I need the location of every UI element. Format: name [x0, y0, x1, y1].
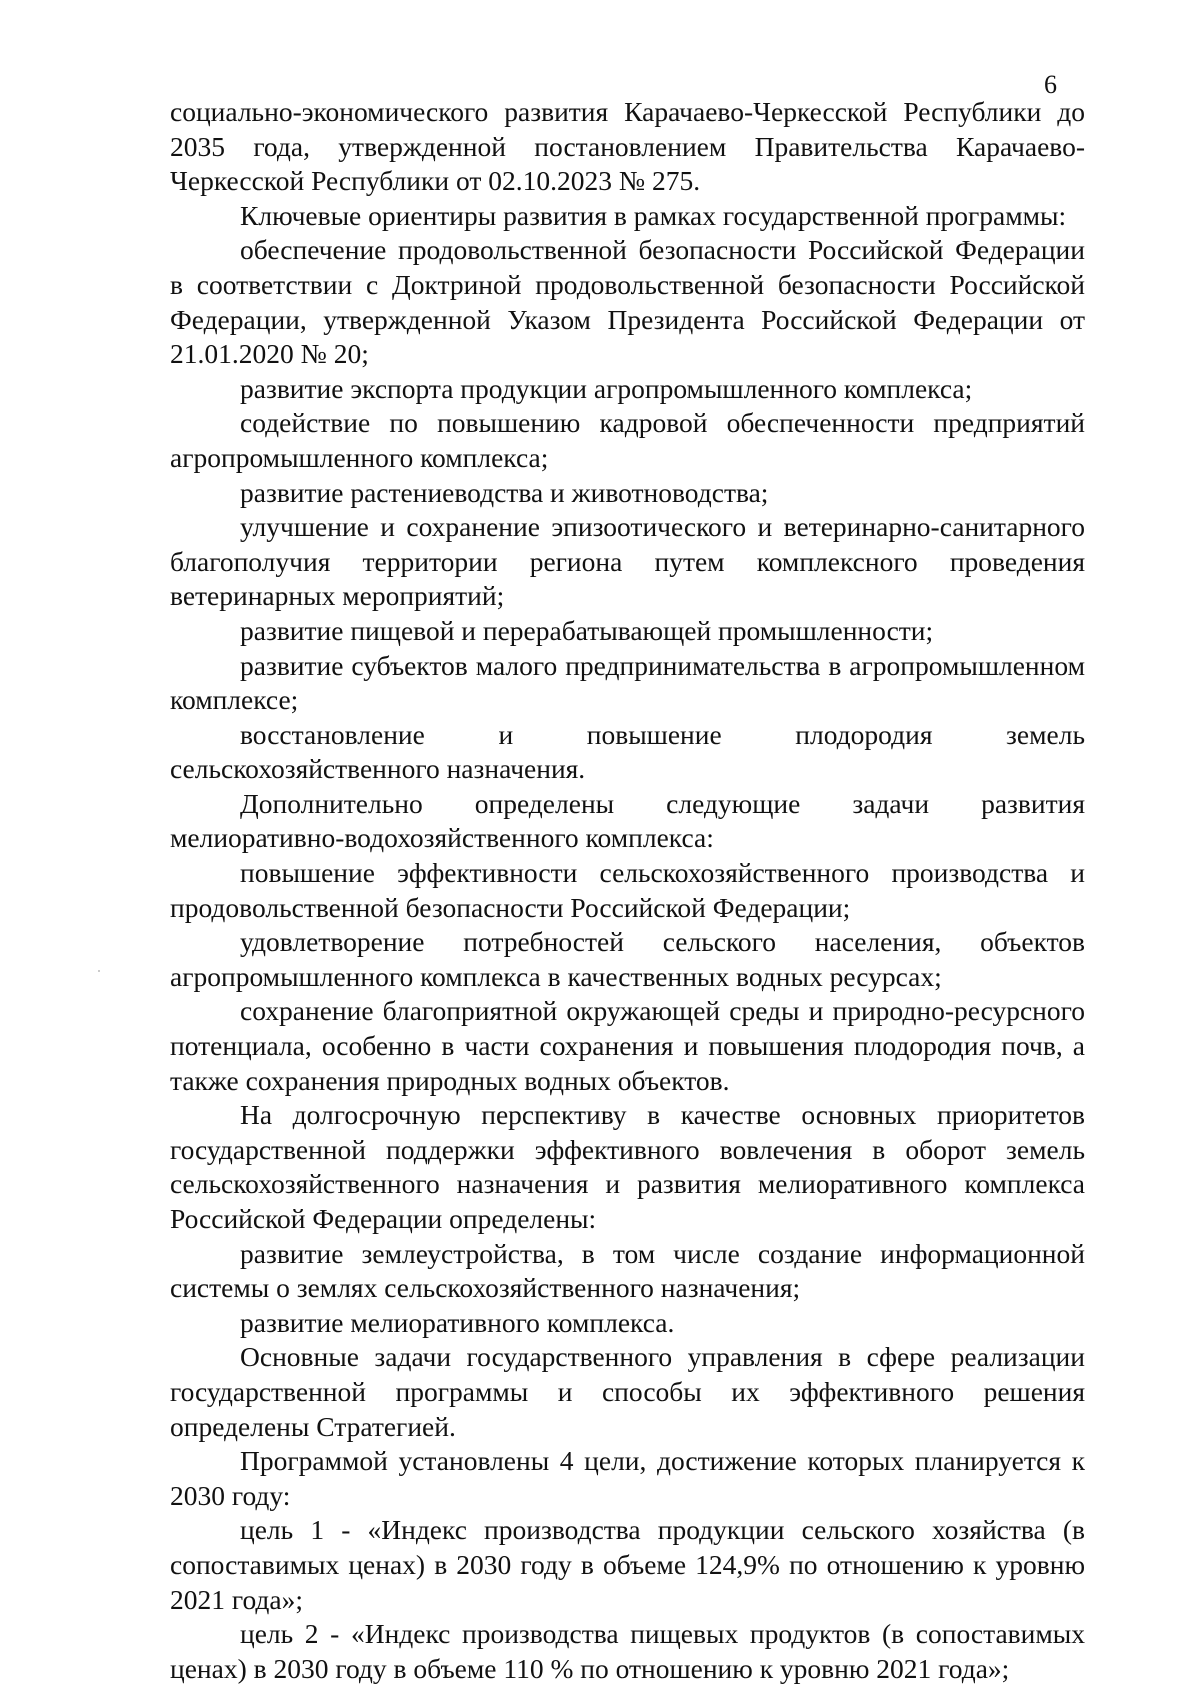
paragraph-additional-tasks: Дополнительно определены следующие задачи развития мелиоративно-водохозяйственного комплекса: [170, 787, 1085, 854]
list-item-efficiency: повышение эффективности сельскохозяйственного производства и продовольственной безопасности Российской Федерации; [170, 857, 1085, 923]
paragraph-goals: Программой установлены 4 цели, достижение которых планируется к 2030 году: [170, 1445, 1085, 1511]
list-item-export: развитие экспорта продукции агропромышленного комплекса; [240, 372, 973, 404]
paragraph-strategy: Основные задачи государственного управления в сфере реализации государственной программы и способы их эффективного решения определены Стратегией. [170, 1341, 1085, 1442]
list-item-soil-fertility: восстановление и повышение плодородия земель сельскохозяйственного назначения. [170, 718, 1085, 785]
list-item-environment: сохранение благоприятной окружающей среды и природно-ресурсного потенциала, особенно в части сохранения и повышения плодородия почв, а также сохранения природных водных объектов. [170, 995, 1085, 1096]
page-number: 6 [1044, 70, 1057, 99]
list-item-water-resources: удовлетворение потребностей сельского населения, объектов агропромышленного комплекса в качественных водных ресурсах; [170, 926, 1085, 992]
paragraph-long-term-priorities: На долгосрочную перспективу в качестве основных приоритетов государственной поддержки эффективного вовлечения в оборот земель сельскохозяйственного назначения и развития мелиоративного комплекса Российской Федерации определены: [170, 1099, 1085, 1234]
document-body [170, 95, 1085, 1686]
paragraph-continuation: социально-экономического развития Карачаево-Черкесской Республики до 2035 года, утвержденной постановлением Правительства Карачаево-Черкесской Республики от 02.10.2023 № 275. [170, 96, 1085, 197]
scan-speck [98, 970, 100, 972]
list-item-food-security: обеспечение продовольственной безопасности Российской Федерации в соответствии с Доктриной продовольственной безопасности Российской Федерации, утвержденной Указом Президента Российской Федерации от 21.01.2020 № 20; [170, 234, 1085, 370]
list-item-land-management: развитие землеустройства, в том числе создание информационной системы о землях сельскохозяйственного назначения; [170, 1237, 1085, 1304]
list-item-crops-livestock: развитие растениеводства и животноводства; [240, 476, 769, 508]
list-item-veterinary: улучшение и сохранение эпизоотического и ветеринарно-санитарного благополучия территории региона путем комплексного проведения ветеринарных мероприятий; [170, 511, 1085, 612]
list-item-goal-1: цель 1 - «Индекс производства продукции сельского хозяйства (в сопоставимых ценах) в 2030 году в объеме 124,9% по отношению к уровню 2021 года»; [170, 1514, 1085, 1615]
list-item-melioration: развитие мелиоративного комплекса. [240, 1306, 675, 1338]
list-item-staffing: содействие по повышению кадровой обеспеченности предприятий агропромышленного комплекса; [170, 407, 1085, 473]
paragraph-key-guidelines: Ключевые ориентиры развития в рамках государственной программы: [240, 199, 1067, 231]
list-item-goal-2: цель 2 - «Индекс производства пищевых продуктов (в сопоставимых ценах) в 2030 году в объеме 110 % по отношению к уровню 2021 года»; [170, 1618, 1085, 1684]
list-item-food-industry: развитие пищевой и перерабатывающей промышленности; [240, 614, 934, 646]
list-item-small-business: развитие субъектов малого предпринимательства в агропромышленном комплексе; [170, 649, 1085, 716]
